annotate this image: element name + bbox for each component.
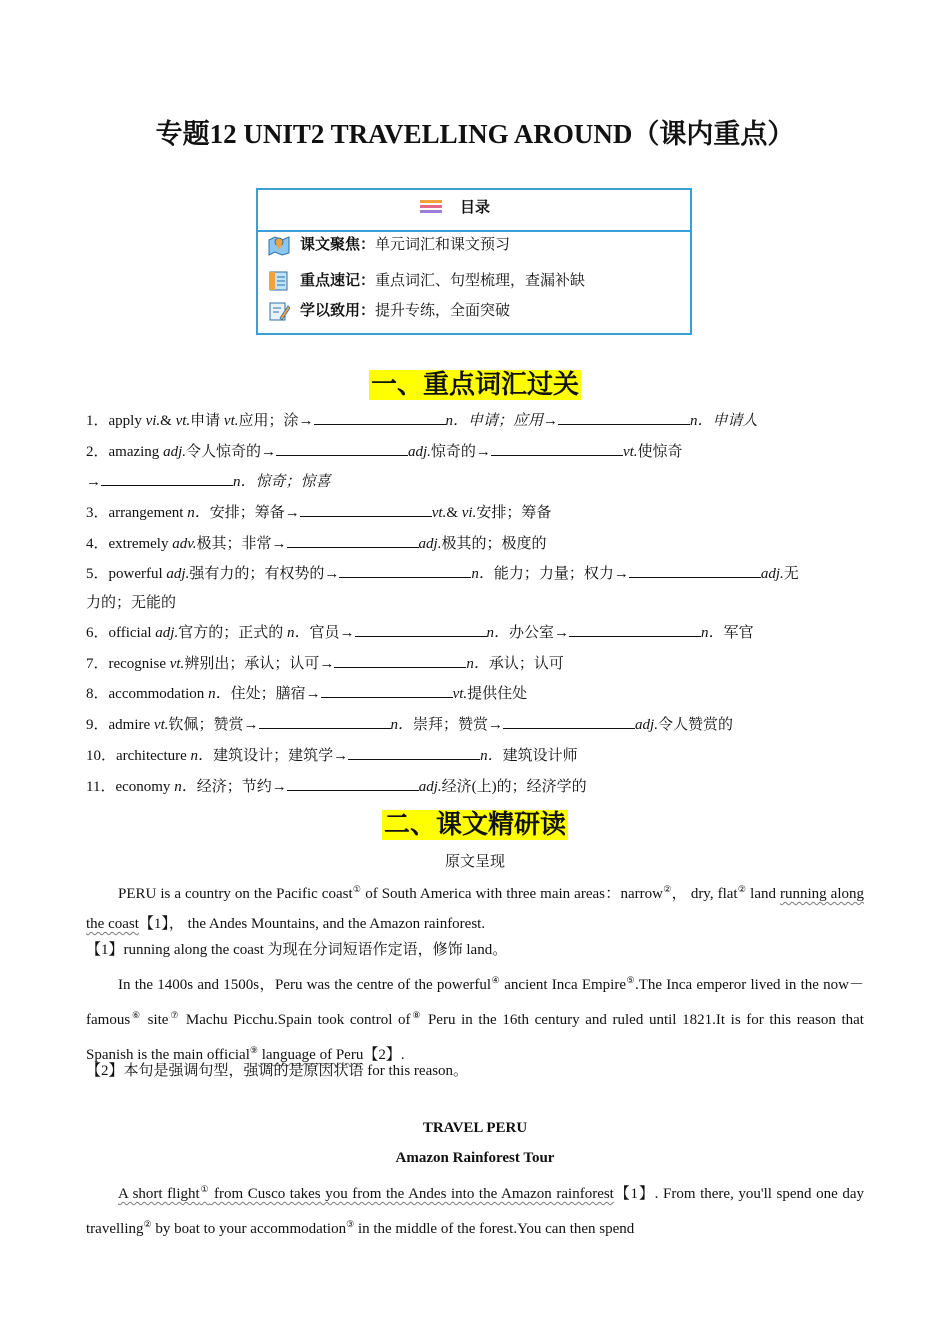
vocab-item-5-cont: 力的；无能的 xyxy=(86,595,177,611)
answer-blank[interactable] xyxy=(287,776,419,791)
answer-blank[interactable] xyxy=(287,533,419,548)
section-heading-1: 一、重点词汇过关 xyxy=(370,370,579,400)
answer-blank[interactable] xyxy=(334,653,466,668)
toc-header xyxy=(258,190,690,232)
answer-blank[interactable] xyxy=(314,410,446,425)
answer-blank[interactable] xyxy=(558,410,690,425)
note-1: 【1】running along the coast 为现在分词短语作定语，修饰 land。 xyxy=(86,942,508,958)
answer-blank[interactable] xyxy=(339,563,471,578)
list-icon xyxy=(420,199,442,215)
tour-title: Amazon Rainforest Tour xyxy=(395,1150,555,1166)
map-icon xyxy=(268,234,290,256)
passage-paragraph-2: In the 1400s and 1500s，Peru was the centre of the powerful④ ancient Inca Empire⑤.The Inca emperor lived in the now－famous⑥ site⑦ Machu Picchu.Spain took control of⑧ Peru in the 16th century and ruled until 1821.It is for this reason that Spanish is the main official⑨ language of Peru【2】. xyxy=(86,975,864,1063)
answer-blank[interactable] xyxy=(300,502,432,517)
passage-paragraph-1: PERU is a country on the Pacific coast① of South America with three main areas：narrow②， dry, flat② land running along the coast【1】， the Andes Mountains, and the Amazon rainforest. xyxy=(86,884,864,932)
vocab-item-1: 1．apply vi.& vt.申请 vt.应用；涂→ n．申请；应用→ n．申请人 xyxy=(86,410,758,431)
toc-box xyxy=(256,188,692,335)
vocab-item-8: 8．accommodation n．住处；膳宿→ vt.提供住处 xyxy=(86,683,527,704)
note-2: 【2】本句是强调句型，强调的是原因状语 for this reason。 xyxy=(86,1063,469,1079)
vocab-item-4: 4．extremely adv.极其；非常→ adj.极其的；极度的 xyxy=(86,533,546,554)
answer-blank[interactable] xyxy=(491,441,623,456)
answer-blank[interactable] xyxy=(276,441,408,456)
vocab-item-3: 3．arrangement n．安排；筹备→ vt.& vi.安排；筹备 xyxy=(86,502,551,523)
vocab-item-5: 5．powerful adj.强有力的；有权势的→ n．能力；力量；权力→ adj.无 xyxy=(86,563,799,584)
toc-item: 课文聚焦：单元词汇和课文预习 xyxy=(268,233,510,256)
answer-blank[interactable] xyxy=(503,714,635,729)
page-title: 专题12 UNIT2 TRAVELLING AROUND（课内重点） xyxy=(155,119,795,149)
answer-blank[interactable] xyxy=(569,622,701,637)
section-heading-2: 二、课文精研读 xyxy=(383,810,566,840)
vocab-item-7: 7．recognise vt.辨别出；承认；认可→ n．承认；认可 xyxy=(86,653,564,674)
toc-heading: 目录 xyxy=(460,198,491,216)
original-text-title: 原文呈现 xyxy=(444,854,505,870)
pencil-icon xyxy=(268,300,290,322)
passage-paragraph-3: A short flight① from Cusco takes you from the Andes into the Amazon rainforest【1】. From there, you'll spend one day travelling② by boat to your accommodation③ in the middle of the forest.You can then spend xyxy=(86,1184,864,1237)
toc-item: 重点速记：重点词汇、句型梳理，查漏补缺 xyxy=(268,269,585,292)
vocab-item-10: 10．architecture n．建筑设计；建筑学→ n．建筑设计师 xyxy=(86,745,578,766)
toc-item: 学以致用：提升专练，全面突破 xyxy=(268,299,510,322)
vocab-item-11: 11．economy n．经济；节约→ adj.经济(上)的；经济学的 xyxy=(86,776,587,797)
answer-blank[interactable] xyxy=(355,622,487,637)
travel-title: TRAVEL PERU xyxy=(422,1120,528,1136)
vocab-item-2-cont: → n．惊奇；惊喜 xyxy=(86,471,331,492)
vocab-item-6: 6．official adj.官方的；正式的 n．官员→ n．办公室→ n．军官 xyxy=(86,622,754,643)
answer-blank[interactable] xyxy=(101,471,233,486)
answer-blank[interactable] xyxy=(348,745,480,760)
vocab-item-9: 9．admire vt.钦佩；赞赏→ n．崇拜；赞赏→ adj.令人赞赏的 xyxy=(86,714,733,735)
answer-blank[interactable] xyxy=(321,683,453,698)
answer-blank[interactable] xyxy=(629,563,761,578)
vocab-item-2: 2．amazing adj.令人惊奇的→ adj.惊奇的→ vt.使惊奇 xyxy=(86,441,683,462)
book-icon xyxy=(268,270,290,292)
answer-blank[interactable] xyxy=(259,714,391,729)
